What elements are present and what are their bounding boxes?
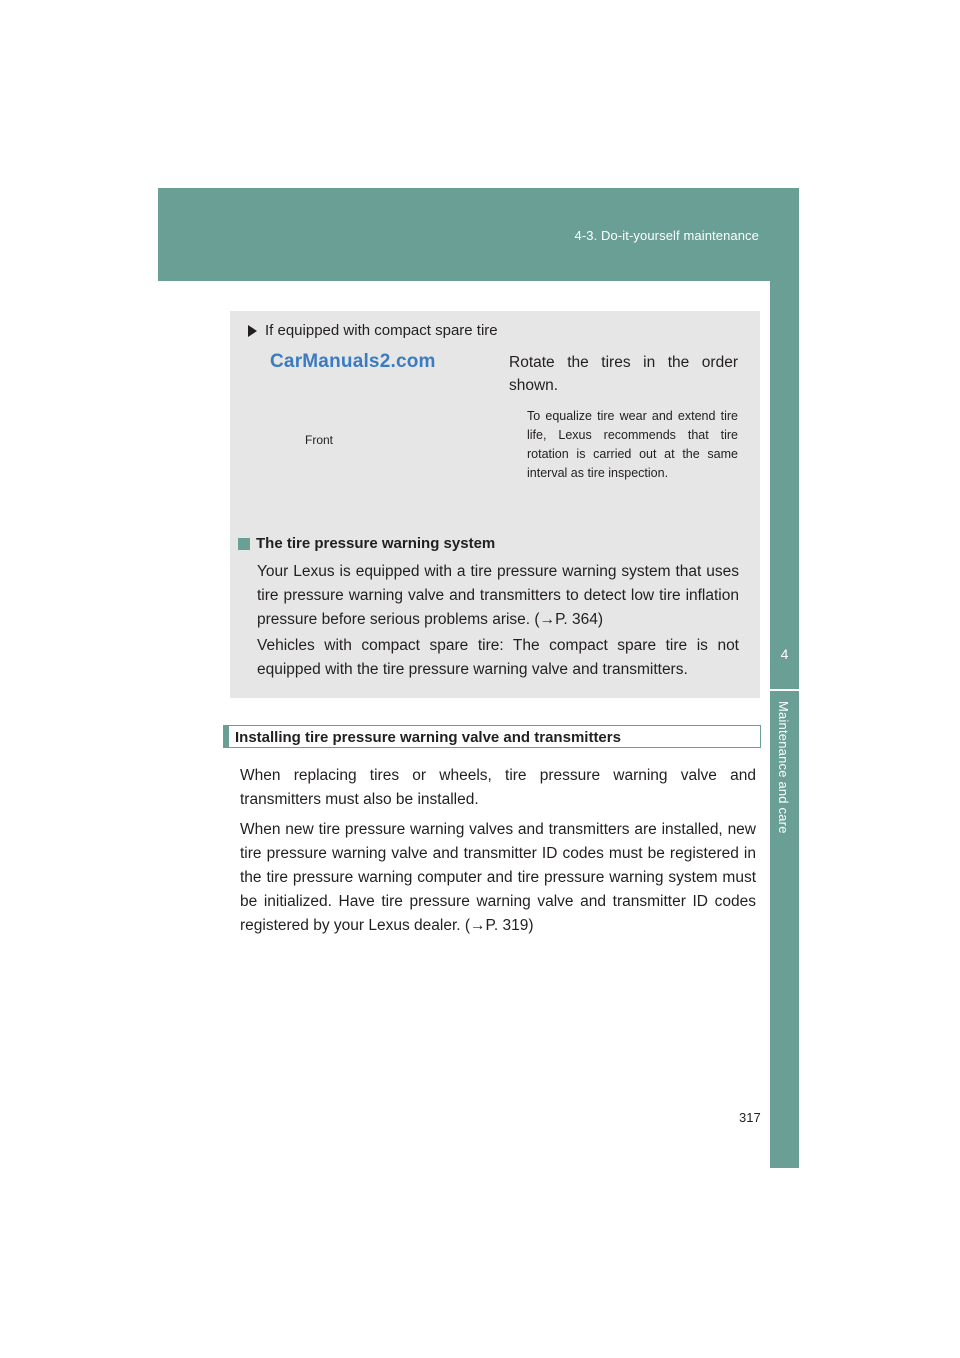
watermark: CarManuals2.com [270, 351, 436, 372]
tpws-paragraph: Your Lexus is equipped with a tire pressure warning system that uses tire pressure warning valve and transmitters to detect low tire inflation pressure before serious problems arise. (→P. 364) [257, 563, 739, 628]
chapter-side-tab[interactable] [770, 281, 799, 1168]
chapter-label: Maintenance and care [776, 701, 791, 834]
rotate-instruction: Rotate the tires in the order shown. [509, 354, 738, 394]
section-heading-bar [223, 725, 761, 748]
side-tab-divider [770, 689, 799, 691]
page-number: 317 [739, 1110, 761, 1125]
install-paragraph-2: When new tire pressure warning valves and transmitters are installed, new tire pressure warning valve and transmitter ID codes must be registered in the tire pressure warning computer and tire pressure warning system must be initialized. Have tire pressure warning valve and transmitter ID codes registered by your Lexus dealer. (→P. 319) [240, 821, 756, 934]
rotation-note: To equalize tire wear and extend tire life, Lexus recommends that tire rotation is carried out at the same interval as tire inspection. [527, 409, 738, 480]
section-header-title: 4-3. Do-it-yourself maintenance [574, 228, 759, 243]
tpws-subheading [238, 535, 495, 552]
subheading-text: The tire pressure warning system [256, 535, 496, 552]
compact-spare-paragraph: Vehicles with compact spare tire: The compact spare tire is not equipped with the tire pressure warning valve and transmitters. [257, 637, 739, 678]
tire-rotation-diagram [255, 345, 485, 520]
header-band [158, 188, 799, 281]
triangle-bullet-icon [248, 325, 257, 337]
chapter-number: 4 [780, 646, 789, 662]
install-paragraph-1: When replacing tires or wheels, tire pressure warning valve and transmitters must also be installed. [240, 767, 756, 808]
square-bullet-icon [238, 538, 250, 550]
spare-tire-bullet [248, 322, 498, 339]
front-label: Front [305, 433, 334, 447]
section-title: Installing tire pressure warning valve and transmitters [235, 729, 621, 746]
bullet-text: If equipped with compact spare tire [265, 322, 498, 339]
section-accent [224, 726, 229, 747]
